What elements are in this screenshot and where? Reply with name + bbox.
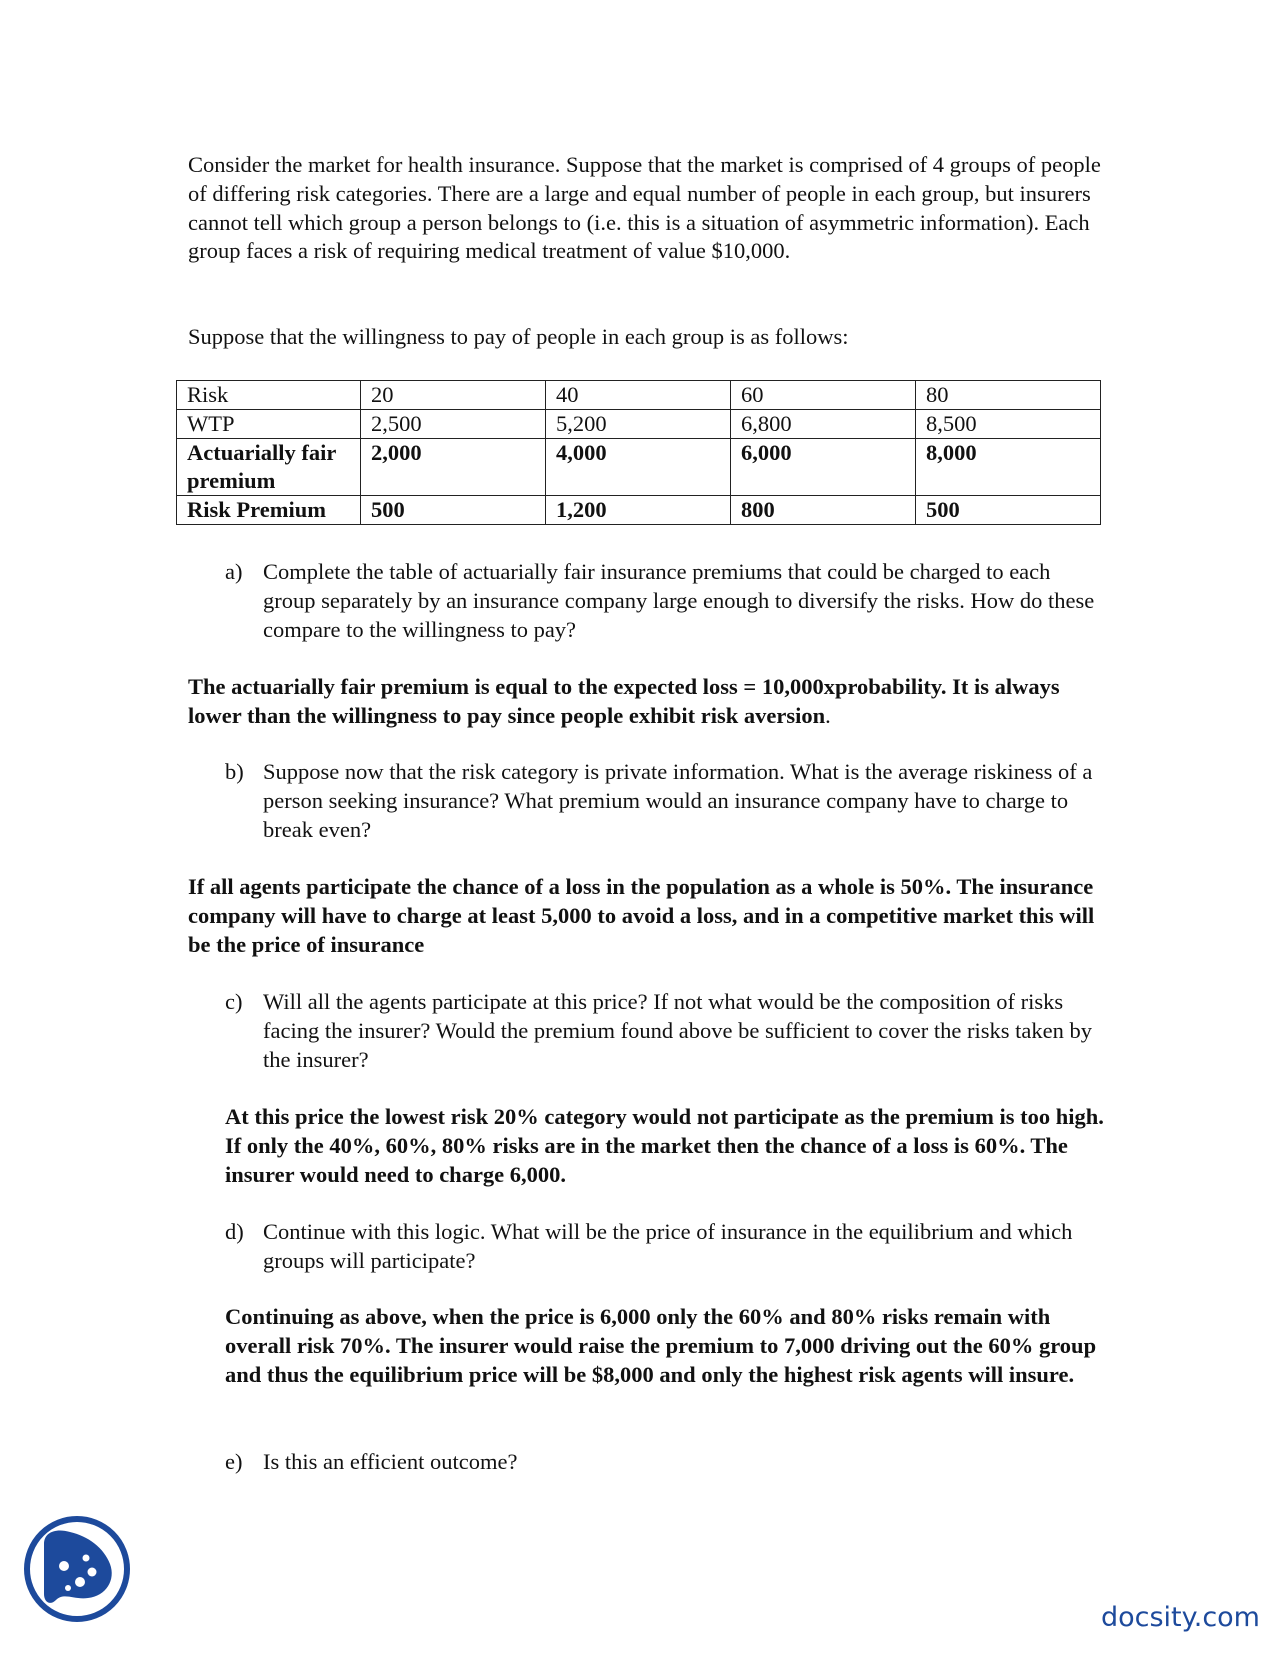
docsity-logo-icon[interactable] bbox=[22, 1514, 132, 1624]
table-cell: 6,000 bbox=[731, 439, 916, 496]
row-label: Risk Premium bbox=[177, 496, 361, 525]
question-text: Is this an efficient outcome? bbox=[263, 1449, 518, 1474]
table-cell: 4,000 bbox=[546, 439, 731, 496]
table-cell: 8,500 bbox=[916, 410, 1101, 439]
question-text: Suppose now that the risk category is private information. What is the average riskiness of a person seeking insurance? What premium would an insurance company have to charge to break even? bbox=[263, 759, 1093, 842]
risk-table bbox=[176, 380, 1101, 525]
table-row bbox=[177, 496, 1101, 525]
question-text: Complete the table of actuarially fair insurance premiums that could be charged to each group separately by an insurance company large enough to diversify the risks. How do these compare to the willingness to pay? bbox=[263, 559, 1095, 642]
docsity-brand-link[interactable]: docsity.com bbox=[1100, 1602, 1260, 1633]
table-cell: 8,000 bbox=[916, 439, 1101, 496]
question-text: Continue with this logic. What will be the price of insurance in the equilibrium and which groups will participate? bbox=[263, 1219, 1073, 1273]
row-label: WTP bbox=[177, 410, 361, 439]
question-label: e) bbox=[225, 1449, 243, 1474]
table-cell: 800 bbox=[731, 496, 916, 525]
question-label: c) bbox=[225, 989, 243, 1014]
table-cell: 80 bbox=[916, 381, 1101, 410]
question-text: Will all the agents participate at this price? If not what would be the composition of risks facing the insurer? Would the premium found above be sufficient to cover the risks taken by the insurer? bbox=[263, 989, 1092, 1072]
answer-c: At this price the lowest risk 20% category would not participate as the premium is too high. If only the 40%, 60%, 80% risks are in the market then the chance of a loss is 60%. The insurer would need to charge 6,000. bbox=[225, 1104, 1104, 1187]
question-e bbox=[225, 1448, 1095, 1477]
table-row bbox=[177, 381, 1101, 410]
table-cell: 60 bbox=[731, 381, 916, 410]
table-cell: 40 bbox=[546, 381, 731, 410]
answer-a bbox=[188, 673, 1108, 731]
table-cell: 500 bbox=[361, 496, 546, 525]
table-row bbox=[177, 410, 1101, 439]
question-a bbox=[225, 558, 1095, 644]
intro-paragraph: Consider the market for health insurance. Suppose that the market is comprised of 4 groups of people of differing risk categories. There are a large and equal number of people in each group, but insurers cannot tell which group a person belongs to (i.e. this is a situation of asymmetric information). Each group faces a risk of requiring medical treatment of value $10,000. bbox=[188, 152, 1101, 264]
row-label: Actuarially fair premium bbox=[177, 439, 361, 496]
table-cell: 2,000 bbox=[361, 439, 546, 496]
answer-d: Continuing as above, when the price is 6,000 only the 60% and 80% risks remain with overall risk 70%. The insurer would raise the premium to 7,000 driving out the 60% group and thus the equilibrium price will be $8,000 and only the highest risk agents will insure. bbox=[225, 1304, 1097, 1387]
answer-a-period: . bbox=[825, 702, 831, 728]
table-cell: 6,800 bbox=[731, 410, 916, 439]
answer-b: If all agents participate the chance of a loss in the population as a whole is 50%. The insurance company will have to charge at least 5,000 to avoid a loss, and in a competitive market this will be the price of insurance bbox=[188, 874, 1095, 957]
table-cell: 5,200 bbox=[546, 410, 731, 439]
table-row bbox=[177, 439, 1101, 496]
table-cell: 20 bbox=[361, 381, 546, 410]
question-label: a) bbox=[225, 559, 243, 584]
question-label: d) bbox=[225, 1219, 244, 1244]
question-label: b) bbox=[225, 759, 244, 784]
row-label: Risk bbox=[177, 381, 361, 410]
answer-a-text: The actuarially fair premium is equal to the expected loss = 10,000xprobability. It is always lower than the willingness to pay since people exhibit risk aversion bbox=[188, 674, 1060, 728]
table-cell: 500 bbox=[916, 496, 1101, 525]
table-cell: 2,500 bbox=[361, 410, 546, 439]
wtp-intro-paragraph: Suppose that the willingness to pay of people in each group is as follows: bbox=[188, 324, 849, 349]
table-cell: 1,200 bbox=[546, 496, 731, 525]
question-b bbox=[225, 758, 1095, 844]
question-c bbox=[225, 988, 1095, 1074]
question-d bbox=[225, 1218, 1095, 1276]
